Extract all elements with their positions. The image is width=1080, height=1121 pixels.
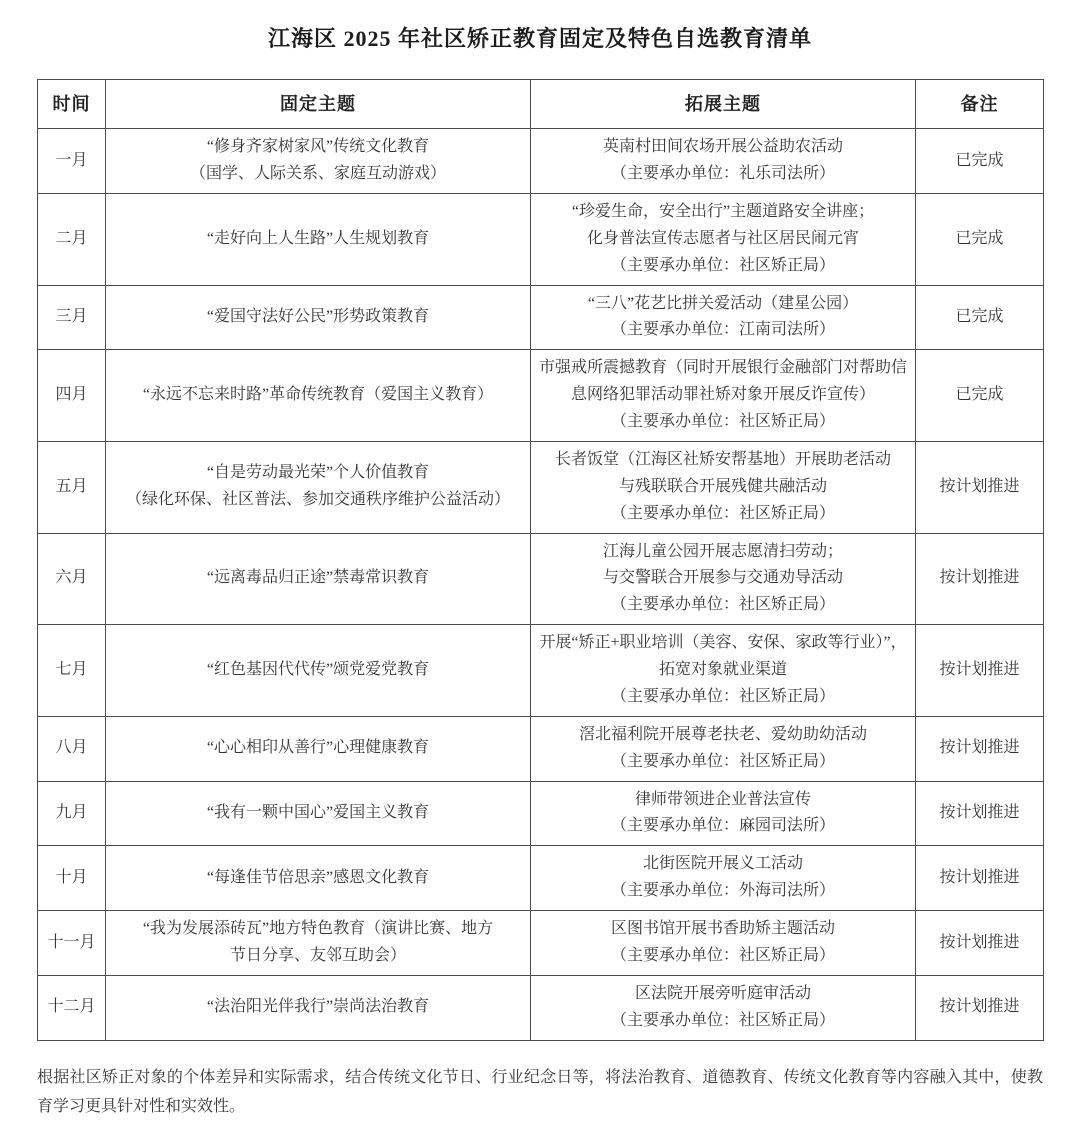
column-header-3: 备注: [916, 80, 1044, 129]
extended-theme-cell: [531, 350, 916, 442]
time-cell: 十一月: [38, 911, 106, 976]
extended-theme-cell-line: （主要承办单位：礼乐司法所）: [610, 165, 835, 183]
fixed-theme-cell-line: “红色基因代代传”颂党爱党教育: [206, 661, 430, 679]
extended-theme-cell-line: 北街医院开展义工活动: [642, 855, 803, 873]
fixed-theme-cell: [106, 350, 531, 442]
remark-cell: 已完成: [916, 129, 1044, 194]
extended-theme-cell-line: “三八”花艺比拼关爱活动（建星公园）: [587, 294, 859, 312]
extended-theme-cell-line: （主要承办单位：江南司法所）: [610, 321, 835, 339]
footer-note: 根据社区矫正对象的个体差异和实际需求，结合传统文化节日、行业纪念日等，将法治教育、道德教育、传统文化教育等内容融入其中，使教育学习更具针对性和实效性。: [37, 1068, 1043, 1116]
table-row: [38, 193, 1044, 285]
time-cell: 三月: [38, 285, 106, 350]
extended-theme-cell: [531, 625, 916, 717]
extended-theme-cell: [531, 129, 916, 194]
fixed-theme-cell: [106, 781, 531, 846]
extended-theme-cell-line: （主要承办单位：社区矫正局）: [610, 256, 835, 274]
time-cell: 十月: [38, 846, 106, 911]
fixed-theme-cell-line: “心心相印从善行”心理健康教育: [206, 739, 430, 757]
column-header-2: 拓展主题: [531, 80, 916, 129]
table-row: [38, 716, 1044, 781]
extended-theme-cell-line: （主要承办单位：社区矫正局）: [610, 946, 835, 964]
fixed-theme-cell-line: “修身齐家树家风”传统文化教育: [206, 138, 430, 156]
extended-theme-cell: [531, 533, 916, 625]
header-row: [38, 80, 1044, 129]
fixed-theme-cell: [106, 846, 531, 911]
extended-theme-cell-line: 区图书馆开展书香助矫主题活动: [610, 920, 835, 938]
table-row: [38, 625, 1044, 717]
time-cell: 二月: [38, 193, 106, 285]
fixed-theme-cell-line: “法治阳光伴我行”崇尚法治教育: [206, 998, 430, 1016]
extended-theme-cell-line: 与交警联合开展参与交通劝导活动: [602, 569, 843, 587]
extended-theme-cell-line: 息网络犯罪活动罪社矫对象开展反诈宣传）: [570, 386, 875, 404]
extended-theme-cell-line: 江海儿童公园开展志愿清扫劳动；: [602, 542, 843, 560]
fixed-theme-cell: [106, 975, 531, 1040]
table-row: [38, 846, 1044, 911]
table-header: [38, 80, 1044, 129]
remark-cell: 按计划推进: [916, 441, 1044, 533]
time-cell: 七月: [38, 625, 106, 717]
remark-cell: 按计划推进: [916, 846, 1044, 911]
table-body: [38, 129, 1044, 1040]
extended-theme-cell: [531, 441, 916, 533]
remark-cell: 按计划推进: [916, 781, 1044, 846]
fixed-theme-cell-line: “爱国守法好公民”形势政策教育: [206, 308, 430, 326]
table-row: [38, 441, 1044, 533]
time-cell: 六月: [38, 533, 106, 625]
time-cell: 一月: [38, 129, 106, 194]
fixed-theme-cell-line: “永远不忘来时路”革命传统教育（爱国主义教育）: [142, 386, 494, 404]
extended-theme-cell-line: （主要承办单位：社区矫正局）: [610, 687, 835, 705]
extended-theme-cell-line: 开展“矫正+职业培训（美容、安保、家政等行业）”，: [539, 634, 907, 652]
extended-theme-cell-line: （主要承办单位：外海司法所）: [610, 882, 835, 900]
extended-theme-cell-line: 滘北福利院开展尊老扶老、爱幼助幼活动: [578, 725, 867, 743]
fixed-theme-cell-line: （国学、人际关系、家庭互动游戏）: [189, 165, 446, 183]
extended-theme-cell-line: 市强戒所震撼教育（同时开展银行金融部门对帮助信: [538, 359, 907, 377]
extended-theme-cell: [531, 911, 916, 976]
fixed-theme-cell: [106, 533, 531, 625]
fixed-theme-cell-line: “我为发展添砖瓦”地方特色教育（演讲比赛、地方: [142, 920, 494, 938]
extended-theme-cell: [531, 285, 916, 350]
table-row: [38, 533, 1044, 625]
table-row: [38, 781, 1044, 846]
remark-cell: 按计划推进: [916, 716, 1044, 781]
remark-cell: 已完成: [916, 193, 1044, 285]
extended-theme-cell-line: （主要承办单位：社区矫正局）: [610, 752, 835, 770]
extended-theme-cell: [531, 846, 916, 911]
fixed-theme-cell: [106, 911, 531, 976]
extended-theme-cell: [531, 193, 916, 285]
table-row: [38, 350, 1044, 442]
extended-theme-cell: [531, 781, 916, 846]
fixed-theme-cell-line: “自是劳动最光荣”个人价值教育: [206, 464, 430, 482]
remark-cell: 按计划推进: [916, 625, 1044, 717]
column-header-0: 时间: [38, 80, 106, 129]
fixed-theme-cell: [106, 716, 531, 781]
fixed-theme-cell-line: （绿化环保、社区普法、参加交通秩序维护公益活动）: [125, 491, 510, 509]
fixed-theme-cell-line: “远离毒品归正途”禁毒常识教育: [206, 569, 430, 587]
time-cell: 九月: [38, 781, 106, 846]
extended-theme-cell-line: 英南村田间农场开展公益助农活动: [602, 138, 843, 156]
extended-theme-cell-line: 区法院开展旁听庭审活动: [634, 984, 811, 1002]
remark-cell: 已完成: [916, 285, 1044, 350]
education-schedule-table: [37, 79, 1044, 1041]
fixed-theme-cell-line: 节日分享、友邻互助会）: [229, 946, 406, 964]
extended-theme-cell-line: 拓宽对象就业渠道: [658, 661, 787, 679]
table-row: [38, 129, 1044, 194]
extended-theme-cell-line: （主要承办单位：社区矫正局）: [610, 596, 835, 614]
extended-theme-cell: [531, 716, 916, 781]
extended-theme-cell-line: （主要承办单位：社区矫正局）: [610, 1011, 835, 1029]
time-cell: 四月: [38, 350, 106, 442]
extended-theme-cell-line: 与残联联合开展残健共融活动: [618, 477, 827, 495]
remark-cell: 按计划推进: [916, 975, 1044, 1040]
table-row: [38, 975, 1044, 1040]
extended-theme-cell: [531, 975, 916, 1040]
table-row: [38, 911, 1044, 976]
extended-theme-cell-line: 长者饭堂（江海区社矫安帮基地）开展助老活动: [554, 450, 891, 468]
fixed-theme-cell: [106, 625, 531, 717]
fixed-theme-cell-line: “我有一颗中国心”爱国主义教育: [206, 804, 430, 822]
page-title: 江海区 2025 年社区矫正教育固定及特色自选教育清单: [267, 26, 812, 51]
extended-theme-cell-line: （主要承办单位：社区矫正局）: [610, 413, 835, 431]
fixed-theme-cell: [106, 193, 531, 285]
fixed-theme-cell-line: “每逢佳节倍思亲”感恩文化教育: [206, 868, 430, 886]
fixed-theme-cell-line: “走好向上人生路”人生规划教育: [206, 229, 430, 247]
fixed-theme-cell: [106, 129, 531, 194]
extended-theme-cell-line: 律师带领进企业普法宣传: [634, 790, 811, 808]
extended-theme-cell-line: 化身普法宣传志愿者与社区居民闹元宵: [586, 229, 859, 247]
extended-theme-cell-line: （主要承办单位：麻园司法所）: [610, 817, 835, 835]
time-cell: 五月: [38, 441, 106, 533]
time-cell: 十二月: [38, 975, 106, 1040]
column-header-1: 固定主题: [106, 80, 531, 129]
remark-cell: 按计划推进: [916, 911, 1044, 976]
table-row: [38, 285, 1044, 350]
fixed-theme-cell: [106, 285, 531, 350]
time-cell: 八月: [38, 716, 106, 781]
remark-cell: 已完成: [916, 350, 1044, 442]
extended-theme-cell-line: “珍爱生命，安全出行”主题道路安全讲座；: [571, 202, 875, 220]
fixed-theme-cell: [106, 441, 531, 533]
remark-cell: 按计划推进: [916, 533, 1044, 625]
extended-theme-cell-line: （主要承办单位：社区矫正局）: [610, 504, 835, 522]
